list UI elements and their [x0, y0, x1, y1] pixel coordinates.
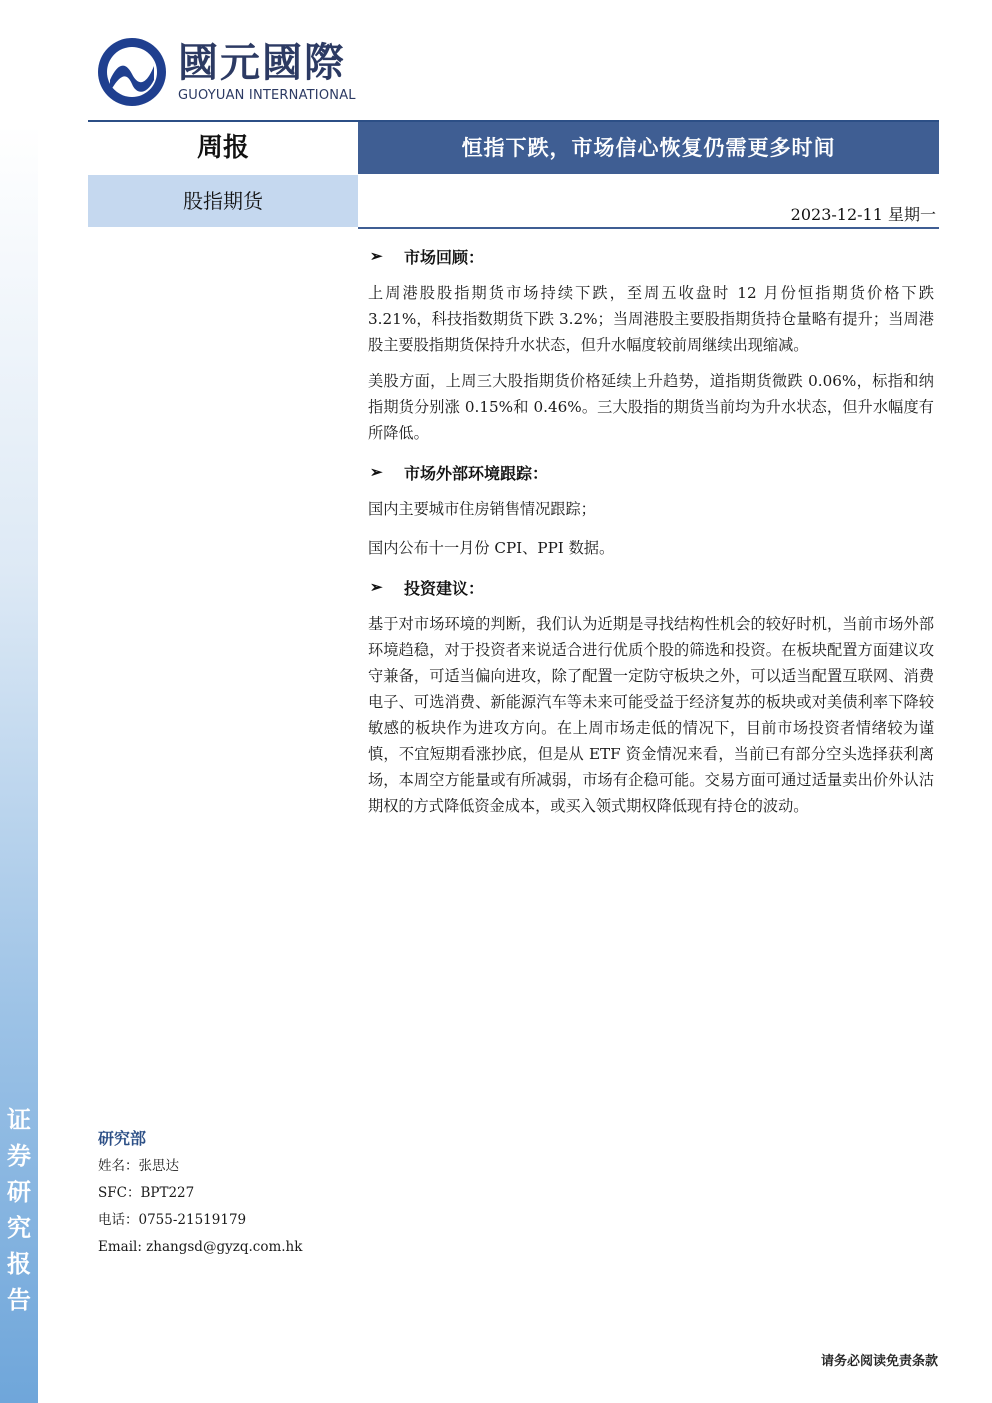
side-vertical-label	[4, 1102, 34, 1318]
analyst-email: Email: zhangsd@gyzq.com.hk	[98, 1239, 303, 1255]
side-label-char: 报	[7, 1249, 31, 1278]
side-label-char: 究	[7, 1213, 31, 1242]
arrow-bullet-icon: ➢	[370, 463, 383, 481]
analyst-phone: 电话：0755-21519179	[98, 1212, 247, 1228]
paragraph: 国内主要城市住房销售情况跟踪；	[368, 500, 596, 518]
paragraph: 国内公布十一月份 CPI、PPI 数据。	[368, 539, 615, 557]
paragraph: 基于对市场环境的判断，我们认为近期是寻找结构性机会的较好时机，当前市场外部环境趋稳，对于投资者来说适合进行优质个股的筛选和投资。在板块配置方面建议攻守兼备，可适当偏向进攻，除了配置一定防守板块之外，可以适当配置互联网、消费电子、可选消费、新能源汽车等未来可能受益于经济复苏的板块或对美债利率下降较敏感的板块作为进攻方向。在上周市场走低的情况下，目前市场投资者情绪较为谨慎，不宜短期看涨抄底，但是从 ETF 资金情况来看，当前已有部分空头选择获利离场，本周空方能量或有所减弱，市场有企稳可能。交易方面可通过适量卖出价外认沽期权的方式降低资金成本，或买入领式期权降低现有持仓的波动。	[368, 615, 934, 815]
side-label-char: 告	[7, 1285, 31, 1314]
paragraph: 上周港股股指期货市场持续下跌，至周五收盘时 12 月份恒指期货价格下跌 3.21%，科技指数期货下跌 3.2%；当周港股主要股指期货持仓量略有提升；当周港股主要股指期货保持升水状态，但升水幅度较前周继续出现缩减。	[368, 284, 934, 354]
side-label-char: 券	[7, 1141, 31, 1170]
logo-mark-icon	[96, 36, 168, 108]
side-label-char: 证	[7, 1105, 31, 1134]
logo-english-name: GUOYUAN INTERNATIONAL	[178, 88, 356, 103]
section-heading	[368, 456, 934, 488]
disclaimer-note: 请务必阅读免责条款	[820, 1354, 938, 1369]
report-headline: 恒指下跌，市场信心恢复仍需更多时间	[358, 122, 939, 174]
section-heading	[368, 240, 934, 272]
arrow-bullet-icon: ➢	[370, 578, 383, 596]
dept-title: 研究部	[98, 1129, 147, 1148]
paragraph: 美股方面，上周三大股指期货价格延续上升趋势，道指期货微跌 0.06%，标指和纳指期货分别涨 0.15%和 0.46%。三大股指的期货当前均为升水状态，但升水幅度有所降低。	[368, 372, 934, 442]
section-heading	[368, 571, 934, 603]
company-logo	[96, 36, 366, 112]
analyst-name: 姓名：张思达	[98, 1158, 179, 1174]
section-title: 投资建议：	[404, 578, 485, 598]
section-title: 市场回顾：	[404, 247, 485, 267]
logo-chinese-name: 國元國際	[178, 40, 346, 86]
report-date: 2023-12-11 星期一	[790, 205, 936, 224]
report-category: 股指期货	[88, 175, 358, 227]
report-body	[368, 240, 934, 819]
side-label-char: 研	[7, 1177, 31, 1206]
analyst-sfc: SFC：BPT227	[98, 1185, 195, 1201]
arrow-bullet-icon: ➢	[370, 247, 383, 265]
report-type-label: 周报	[88, 122, 358, 174]
section-title: 市场外部环境跟踪：	[404, 463, 549, 483]
date-rule	[358, 227, 939, 229]
research-dept-block	[98, 1127, 358, 1261]
